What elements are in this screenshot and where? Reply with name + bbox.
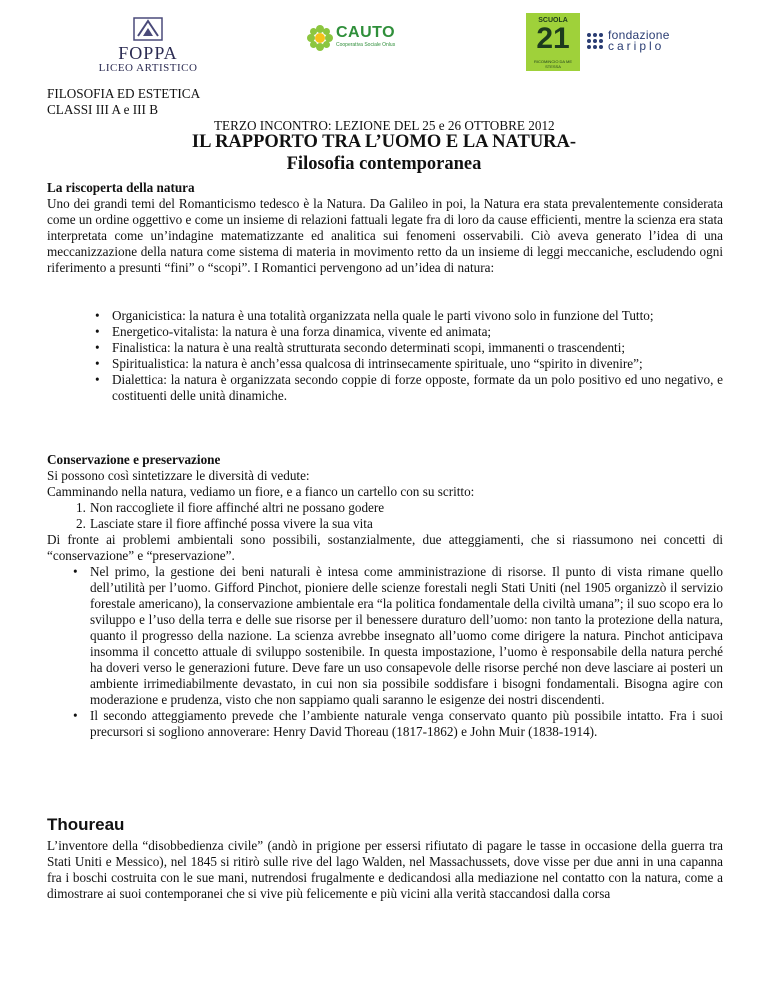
foppa-logo	[96, 16, 200, 76]
bullet-icon: •	[95, 356, 100, 371]
course-label: FILOSOFIA ED ESTETICA	[47, 86, 201, 101]
flower-icon	[306, 24, 334, 52]
section3-paragraph: L’inventore della “disobbedienza civile” (andò in prigione per essersi rifiutato di pagare le tasse in occasione della guerra tra Stati Uniti e Messico), nel 1845 si ritirò sulle rive del lago Walden, nel Massachussets, dove visse per due anni in una capanna fra i boschi costruita con le sue mani, nutrendosi frugalmente e dedicandosi alla mediazione nel contatto con la natura, come a dimostrare ai suoi contemporanei che si vive più felicemente e più vicini alla verità staccandosi dalla corsa	[47, 838, 723, 901]
bullet-icon: •	[95, 324, 100, 339]
sign-messages-list	[76, 500, 723, 532]
section-heading-riscoperta: La riscoperta della natura	[47, 180, 195, 195]
nature-ideas-list	[95, 308, 723, 404]
list-item: • Energetico-vitalista: la natura è una forza dinamica, vivente ed animata;	[95, 324, 492, 339]
cariplo-emblem-icon	[584, 30, 606, 52]
foppa-subtitle: LICEO ARTISTICO	[98, 62, 198, 74]
cauto-subtitle: Cooperativa Sociale Onlus	[336, 42, 396, 48]
cariplo-name	[608, 30, 670, 52]
page-title: IL RAPPORTO TRA L’UOMO E LA NATURA-	[191, 132, 577, 152]
list-item: 1. Non raccogliete il fiore affinché altri ne possano godere	[76, 500, 385, 515]
cariplo-logo	[584, 30, 688, 56]
section-heading-thoureau: Thoureau	[47, 815, 125, 834]
scuola21-logo	[526, 13, 580, 71]
bullet-icon: •	[95, 308, 100, 323]
scuola21-number: 21	[536, 22, 570, 55]
meeting-label: TERZO INCONTRO: LEZIONE DEL 25 e 26 OTTOBRE 2012	[214, 118, 555, 133]
bullet-icon: •	[95, 372, 100, 387]
cariplo-line2: cariplo	[608, 39, 665, 53]
list-item: • Organicistica: la natura è una totalità organizzata nella quale le parti vivono solo in funzione del Tutto;	[95, 308, 654, 323]
list-item: • Nel primo, la gestione dei beni naturali è intesa come amministrazione di risorse. Il punto di vista rimane quello dell’utilità per l’uomo. Gifford Pinchot, pioniere delle scienze forestali negli Stati Uniti (nel 1905 organizzò il servizio forestale americano), la conservazione ambientale era “la politica fondamentale della civiltà umana”; il suo scopo era lo sviluppo e l’uso della terra e delle sue risorse per il benessere duraturo dell’uomo: non tanto la protezione della natura, quanto il progresso della nazione. La scienza avrebbe insegnato all’uomo come dirigere la natura. Pinchot anticipava insomma il concetto attuale di sviluppo sostenibile. In questa impostazione, l’uomo è responsabile della natura perché ha doveri verso le generazioni future. Deve fare un uso consapevole delle risorse perché non deve lasciare ai posteri un ambiente irrimediabilmente devastato, in cui non sia possibile soddisfare i bisogni fondamentali. Bisogna agire con moderazione e prudenza, visto che non sappiamo quali saranno le esigenze dei nostri discendenti.	[73, 564, 723, 707]
cauto-name: CAUTO	[336, 24, 396, 41]
section2-line2: Camminando nella natura, vediamo un fiore, e a fianco un cartello con su scritto:	[47, 484, 475, 499]
classes-label: CLASSI III A e III B	[47, 102, 158, 117]
section2-line1: Si possono così sintetizzare le diversità di vedute:	[47, 468, 310, 483]
cauto-logo	[306, 22, 402, 54]
scuola21-top: SCUOLA	[538, 17, 568, 24]
list-item: • Il secondo atteggiamento prevede che l’ambiente naturale venga conservato quanto più possibile intatto. Fra i suoi precursori si sogliono annoverare: Henry David Thoreau (1817-1862) e John Muir (1838-1914).	[73, 708, 723, 739]
section2-paragraph: Di fronte ai problemi ambientali sono possibili, sostanzialmente, due atteggiamenti, che si riassumono nei concetti di “conservazione” e “preservazione”.	[47, 532, 723, 563]
scuola21-bottom: RICOMINCIO DA ME STESSA	[533, 59, 572, 69]
list-item: • Dialettica: la natura è organizzata secondo coppie di forze opposte, formate da un polo positivo ed uno negativo, e costituenti delle unità dinamiche.	[95, 372, 723, 403]
cariplo-line1: fondazione	[608, 28, 670, 42]
bullet-icon: •	[73, 564, 78, 579]
foppa-emblem-icon	[132, 16, 164, 42]
list-item: 2. Lasciate stare il fiore affinché possa vivere la sua vita	[76, 516, 373, 531]
section-heading-conservazione: Conservazione e preservazione	[47, 452, 221, 467]
attitudes-list	[73, 564, 723, 740]
section1-paragraph: Uno dei grandi temi del Romanticismo tedesco è la Natura. Da Galileo in poi, la Natura era stata prevalentemente considerata come un ordine oggettivo e come un insieme di relazioni fattuali legate fra di loro da cause efficienti, mentre la scienza era stata interpretata come un’indagine matematizzante ed analitica sui fenomeni osservabili. Ciò aveva generato l’idea di una meccanizzazione della natura come sistema di materia in movimento retto da un insieme di leggi meccaniche, escludendo ogni riferimento a presunti “fini” o “scopi”. I Romantici pervengono ad un’idea di natura:	[47, 196, 723, 275]
page-subtitle: Filosofia contemporanea	[286, 154, 482, 174]
foppa-name: FOPPA	[118, 43, 178, 63]
bullet-icon: •	[95, 340, 100, 355]
list-item: • Spiritualistica: la natura è anch’essa qualcosa di intrinsecamente spirituale, uno “spirito in divenire”;	[95, 356, 643, 371]
bullet-icon: •	[73, 708, 78, 723]
list-item: • Finalistica: la natura è una realtà strutturata secondo determinati scopi, immanenti o trascendenti;	[95, 340, 626, 355]
